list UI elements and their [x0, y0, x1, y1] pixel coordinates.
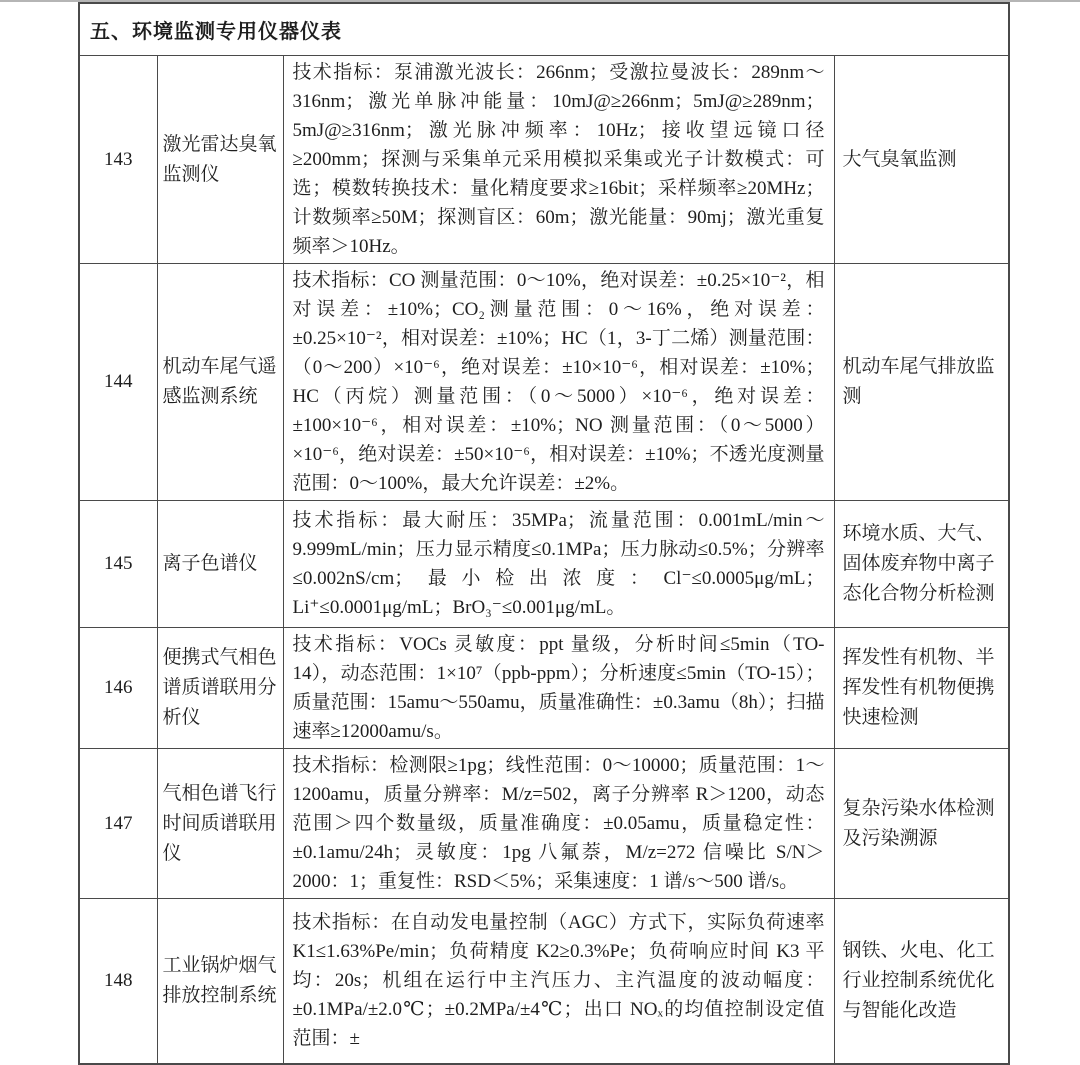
instrument-name: 激光雷达臭氧监测仪 — [157, 56, 283, 264]
application-field: 复杂污染水体检测及污染溯源 — [834, 749, 1009, 899]
instrument-name: 离子色谱仪 — [157, 501, 283, 628]
row-number: 146 — [79, 628, 157, 749]
application-field: 钢铁、火电、化工行业控制系统优化与智能化改造 — [834, 899, 1009, 1064]
application-field: 大气臭氧监测 — [834, 56, 1009, 264]
technical-spec: 技术指标：CO 测量范围：0～10%，绝对误差：±0.25×10⁻²，相对误差：±10%；CO₂测量范围：0～16%，绝对误差：±0.25×10⁻²，相对误差：±10%；HC（1，3-丁二烯）测量范围：（0～200）×10⁻⁶，绝对误差：±10×10⁻⁶，相对误差：±10%；HC（丙烷）测量范围：（0～5000）×10⁻⁶，绝对误差：±100×10⁻⁶，相对误差：±10%；NO 测量范围：（0～5000）×10⁻⁶，绝对误差：±50×10⁻⁶，相对误差：±10%；不透光度测量范围：0～100%，最大允许误差：±2%。 — [283, 264, 834, 501]
instrument-name: 气相色谱飞行时间质谱联用仪 — [157, 749, 283, 899]
application-field: 机动车尾气排放监测 — [834, 264, 1009, 501]
technical-spec: 技术指标：VOCs 灵敏度：ppt 量级，分析时间≤5min（TO-14），动态范围：1×10⁷（ppb-ppm）；分析速度≤5min（TO-15）；质量范围：15amu～550amu，质量准确性：±0.3amu（8h）；扫描速率≥12000amu/s。 — [283, 628, 834, 749]
row-number: 143 — [79, 56, 157, 264]
section-title: 五、环境监测专用仪器仪表 — [79, 3, 1009, 56]
instrument-name: 工业锅炉烟气排放控制系统 — [157, 899, 283, 1064]
technical-spec: 技术指标：泵浦激光波长：266nm；受激拉曼波长：289nm～316nm；激光单脉冲能量：10mJ@≥266nm；5mJ@≥289nm；5mJ@≥316nm；激光脉冲频率：10Hz；接收望远镜口径≥200mm；探测与采集单元采用模拟采集或光子计数模式：可选；模数转换技术：量化精度要求≥16bit；采样频率≥20MHz；计数频率≥50M；探测盲区：60m；激光能量：90mj；激光重复频率＞10Hz。 — [283, 56, 834, 264]
technical-spec: 技术指标：在自动发电量控制（AGC）方式下，实际负荷速率 K1≤1.63%Pe/min；负荷精度 K2≥0.3%Pe；负荷响应时间 K3 平均：20s；机组在运行中主汽压力、主汽温度的波动幅度：±0.1MPa/±2.0℃；±0.2MPa/±4℃；出口 NOₓ的均值控制设定值范围：± — [283, 899, 834, 1064]
row-number: 147 — [79, 749, 157, 899]
table-row — [79, 264, 1009, 501]
row-number: 145 — [79, 501, 157, 628]
instrument-name: 机动车尾气遥感监测系统 — [157, 264, 283, 501]
table-row — [79, 56, 1009, 264]
row-number: 148 — [79, 899, 157, 1064]
table-row — [79, 628, 1009, 749]
instrument-table — [78, 2, 1010, 1065]
row-number: 144 — [79, 264, 157, 501]
technical-spec: 技术指标：检测限≥1pg；线性范围：0～10000；质量范围：1～1200amu，质量分辨率：M/z=502，离子分辨率 R＞1200，动态范围＞四个数量级，质量准确度：±0.05amu，质量稳定性：±0.1amu/24h；灵敏度：1pg 八氟萘，M/z=272 信噪比 S/N＞2000：1；重复性：RSD＜5%；采集速度：1 谱/s～500 谱/s。 — [283, 749, 834, 899]
technical-spec: 技术指标：最大耐压：35MPa；流量范围：0.001mL/min～9.999mL/min；压力显示精度≤0.1MPa；压力脉动≤0.5%；分辨率≤0.002nS/cm；最小检出浓度：Cl⁻≤0.0005μg/mL；Li⁺≤0.0001μg/mL；BrO₃⁻≤0.001μg/mL。 — [283, 501, 834, 628]
document-page — [78, 2, 1010, 1065]
application-field: 环境水质、大气、固体废弃物中离子态化合物分析检测 — [834, 501, 1009, 628]
table-row — [79, 501, 1009, 628]
table-row — [79, 749, 1009, 899]
application-field: 挥发性有机物、半挥发性有机物便携快速检测 — [834, 628, 1009, 749]
section-header-row — [79, 3, 1009, 56]
table-row — [79, 899, 1009, 1064]
instrument-name: 便携式气相色谱质谱联用分析仪 — [157, 628, 283, 749]
